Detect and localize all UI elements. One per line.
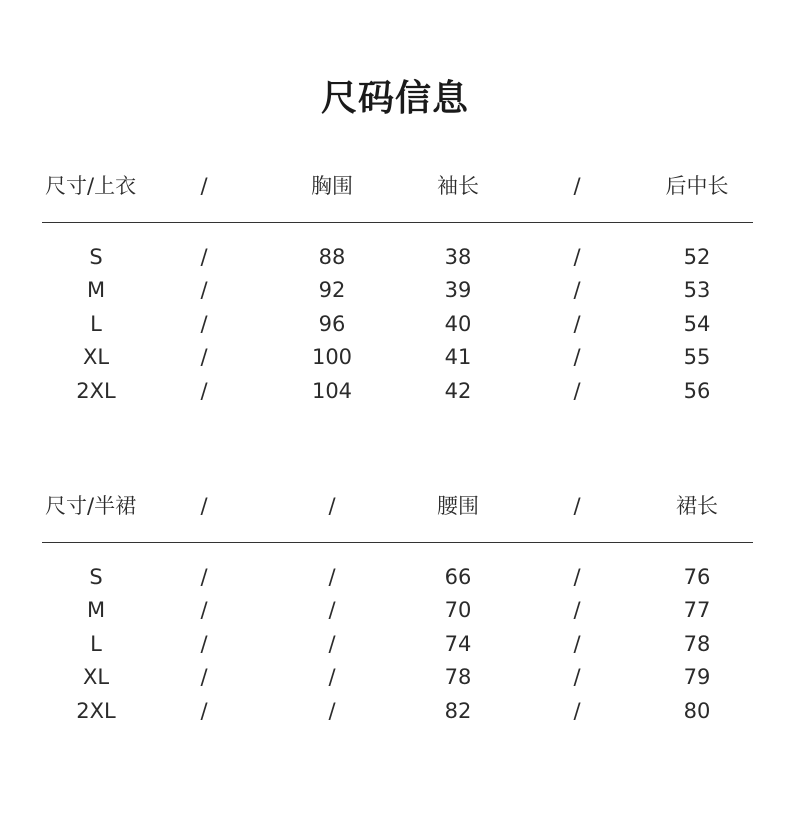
table-cell: 79 [683, 665, 711, 690]
table-cell: 74 [444, 631, 472, 656]
table-cell: / [200, 698, 208, 723]
skirt-size-table [42, 482, 753, 728]
table-body [42, 543, 753, 728]
table-cell: L [90, 631, 102, 656]
table-cell: / [573, 665, 581, 690]
table-cell: / [200, 665, 208, 690]
table-cell: / [573, 245, 581, 269]
table-cell: L [90, 311, 102, 336]
table-cell: 78 [683, 631, 711, 656]
table-row [42, 661, 753, 694]
table-cell: / [200, 278, 208, 303]
table-cell: 70 [444, 598, 472, 623]
table-row [42, 628, 753, 661]
table-row [42, 561, 753, 594]
table-cell: / [200, 245, 208, 269]
table-cell: / [573, 278, 581, 303]
header-cell: / [573, 494, 581, 518]
table-cell: / [328, 631, 336, 656]
table-cell: / [200, 311, 208, 336]
table-cell: / [328, 698, 336, 723]
table-row [42, 594, 753, 627]
header-cell: 胸围 [311, 174, 353, 198]
table-cell: 2XL [76, 378, 116, 403]
table-cell: / [200, 631, 208, 656]
table-cell: XL [82, 345, 110, 370]
table-cell: 78 [444, 665, 472, 690]
table-cell: XL [82, 665, 110, 690]
header-cell: 袖长 [437, 174, 479, 198]
table-header [42, 162, 753, 223]
table-cell: 96 [318, 311, 346, 336]
table-cell: 54 [683, 311, 711, 336]
header-cell: 裙长 [676, 494, 718, 518]
table-cell: / [328, 598, 336, 623]
table-cell: / [200, 565, 208, 589]
table-cell: / [573, 631, 581, 656]
table-cell: 76 [683, 565, 711, 589]
header-cell: 尺寸/上衣 [45, 174, 137, 198]
table-cell: 104 [311, 378, 353, 403]
table-cell: S [89, 565, 103, 589]
header-cell: 后中长 [665, 174, 729, 198]
table-cell: / [573, 598, 581, 623]
table-cell: / [573, 311, 581, 336]
table-cell: / [573, 345, 581, 370]
table-cell: / [328, 565, 336, 589]
header-cell: 尺寸/半裙 [45, 494, 137, 518]
table-cell: M [86, 278, 106, 303]
table-cell: 80 [683, 698, 711, 723]
header-cell: 腰围 [437, 494, 479, 518]
table-cell: 55 [683, 345, 711, 370]
table-cell: 77 [683, 598, 711, 623]
table-cell: 53 [683, 278, 711, 303]
header-cell: / [328, 494, 336, 518]
table-cell: 2XL [76, 698, 116, 723]
table-cell: / [200, 378, 208, 403]
table-cell: 100 [311, 345, 353, 370]
table-body [42, 223, 753, 408]
table-cell: S [89, 245, 103, 269]
table-cell: 92 [318, 278, 346, 303]
table-cell: / [573, 378, 581, 403]
table-cell: / [573, 698, 581, 723]
table-row [42, 274, 753, 307]
table-row [42, 308, 753, 341]
table-row [42, 341, 753, 374]
table-cell: / [328, 665, 336, 690]
table-row [42, 241, 753, 274]
header-cell: / [200, 494, 208, 518]
table-row [42, 375, 753, 408]
table-cell: 82 [444, 698, 472, 723]
table-cell: 66 [444, 565, 472, 589]
table-header [42, 482, 753, 543]
table-cell: / [200, 345, 208, 370]
table-cell: 42 [444, 378, 472, 403]
table-cell: / [573, 565, 581, 589]
header-cell: / [200, 174, 208, 198]
table-cell: 40 [444, 311, 472, 336]
table-cell: 41 [444, 345, 472, 370]
header-cell: / [573, 174, 581, 198]
table-cell: 38 [444, 245, 472, 269]
table-cell: / [200, 598, 208, 623]
table-cell: 88 [318, 245, 346, 269]
table-cell: 39 [444, 278, 472, 303]
top-size-table [42, 162, 753, 408]
page-title: 尺码信息 [320, 78, 469, 119]
table-cell: 52 [683, 245, 711, 269]
table-cell: 56 [683, 378, 711, 403]
table-cell: M [86, 598, 106, 623]
table-row [42, 695, 753, 728]
